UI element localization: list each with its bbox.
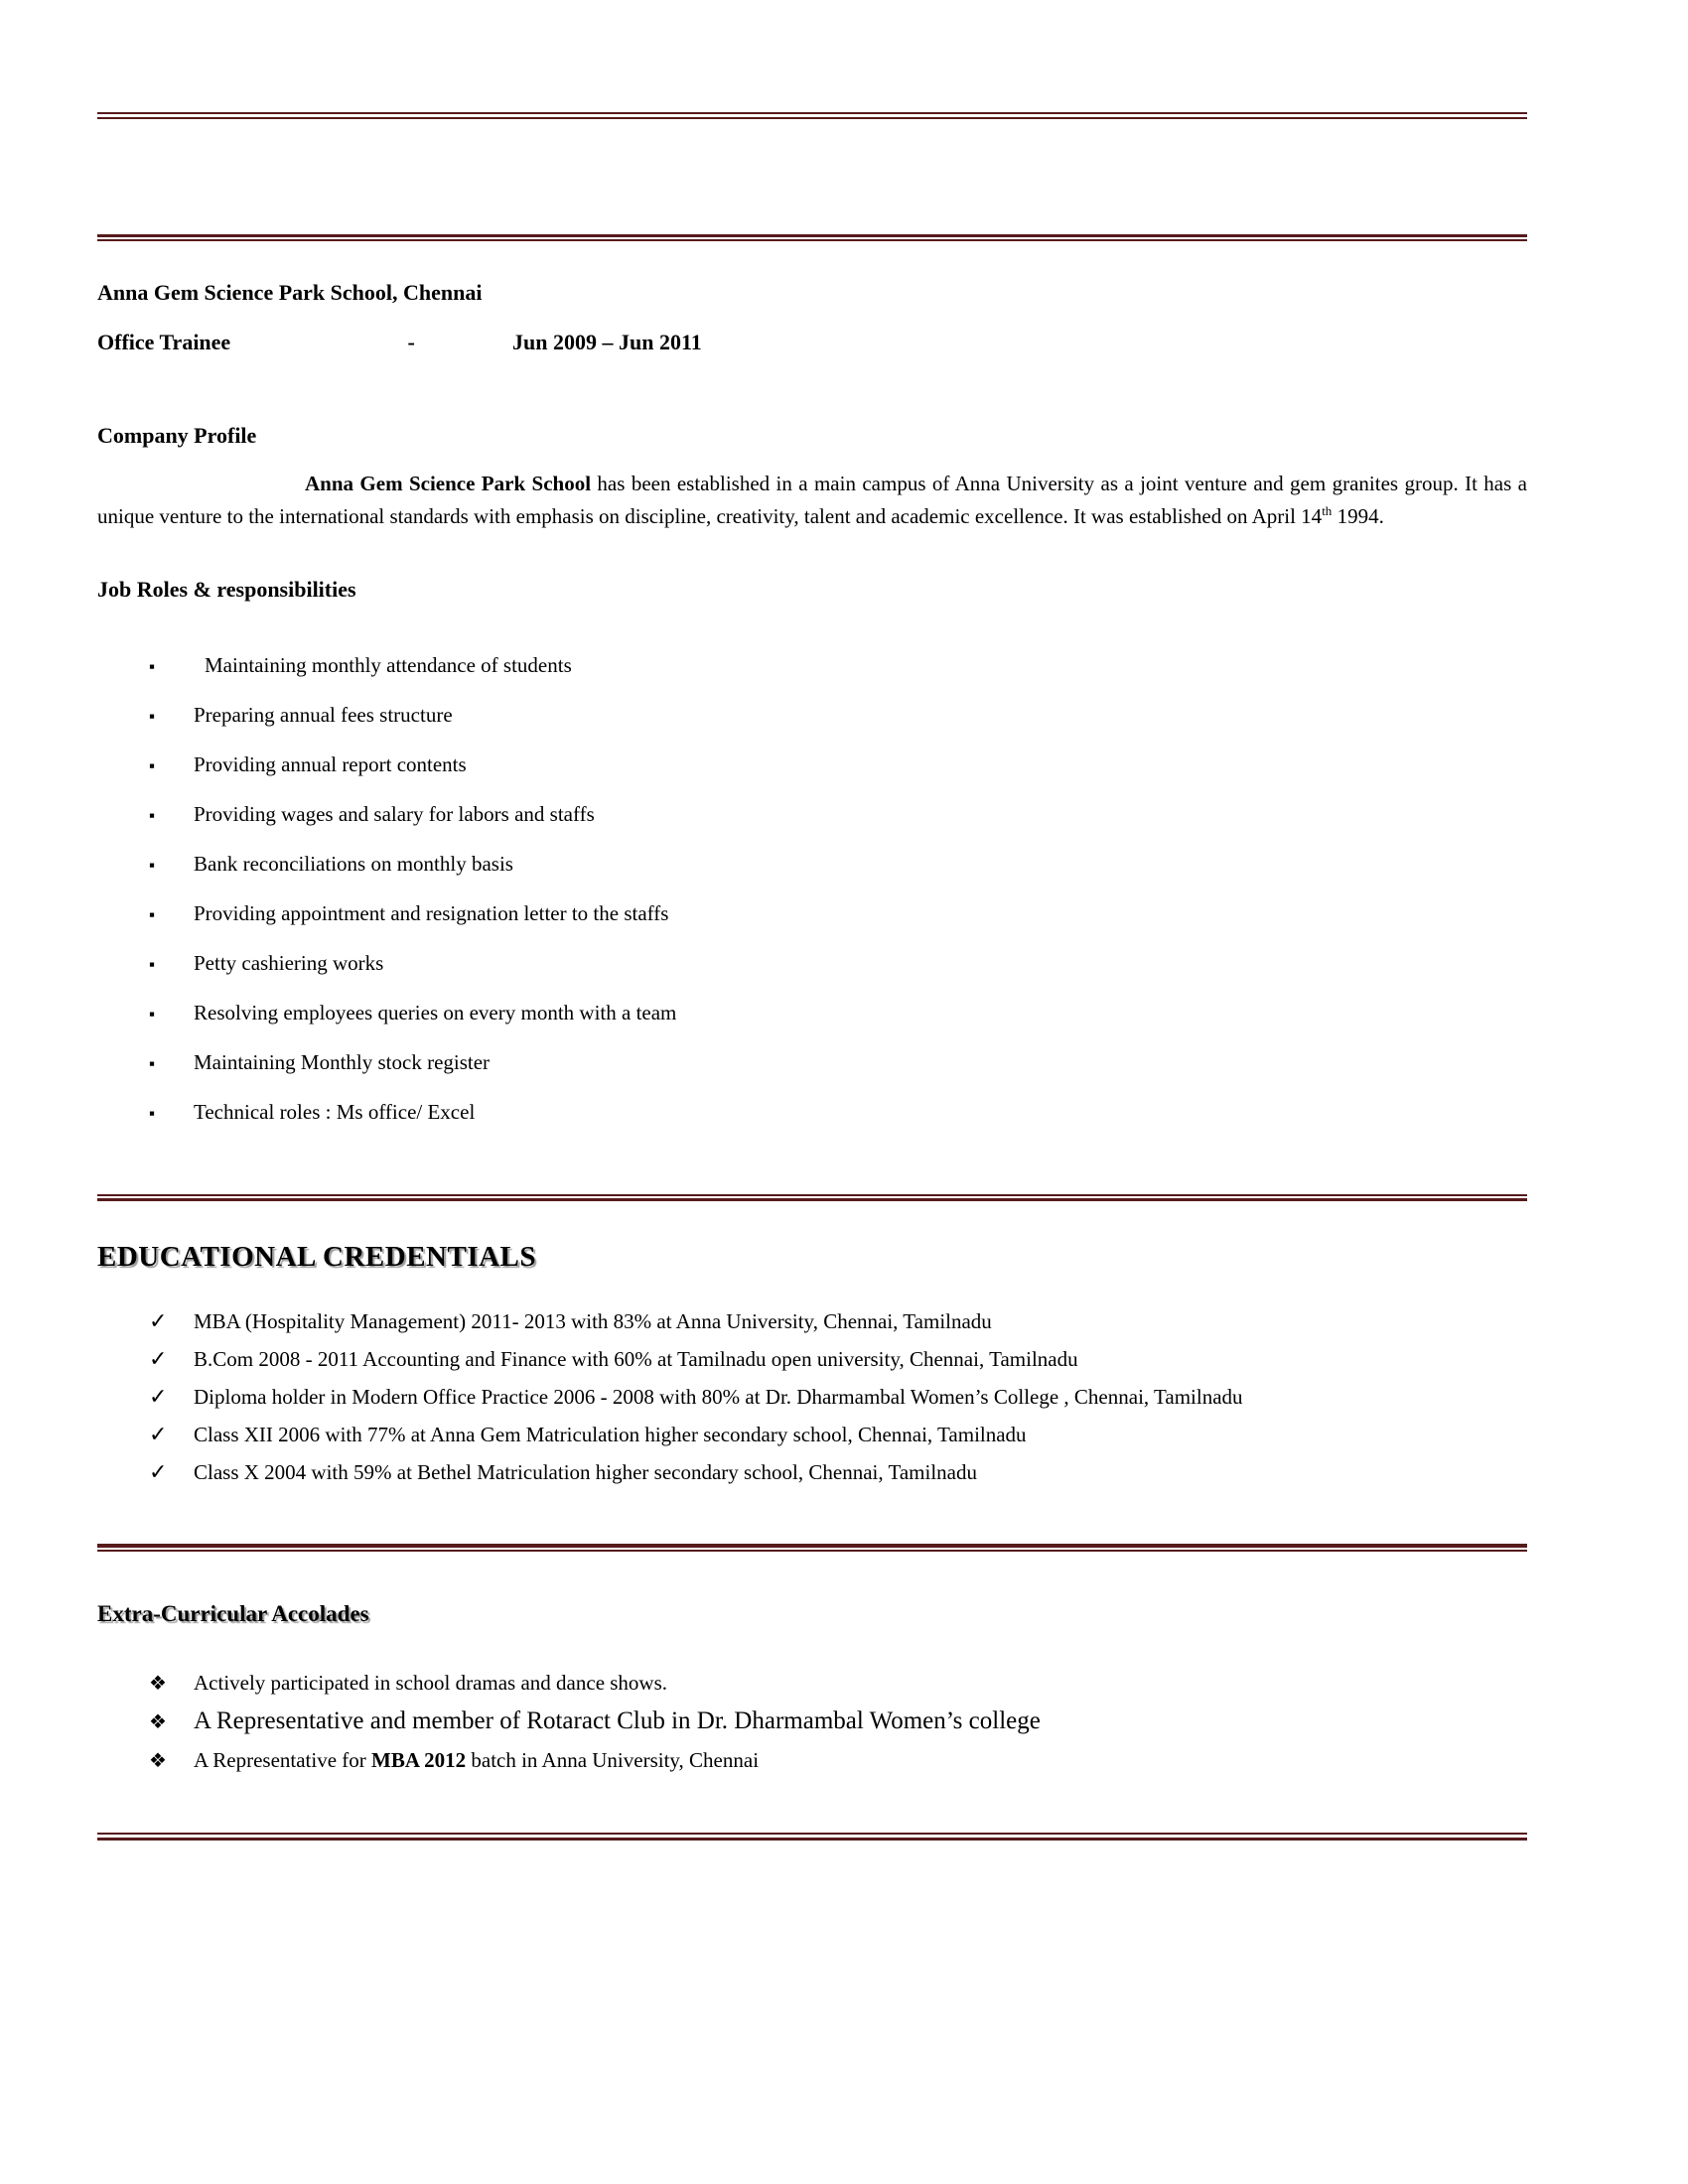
list-item [149,900,1527,928]
diamond-bullet-icon: ❖ [149,1750,167,1772]
square-bullet-icon: ▪ [149,806,156,825]
company-profile-heading: Company Profile [97,423,257,448]
list-item [149,1669,1527,1698]
list-item [149,801,1527,829]
diamond-bullet-icon: ❖ [149,1711,167,1733]
job-role-text: Petty cashiering works [194,951,384,975]
list-item [149,1345,1527,1373]
profile-body-end: 1994. [1332,504,1384,528]
list-item [149,851,1527,879]
job-role-text: Maintaining Monthly stock register [194,1050,491,1074]
education-section-heading: EDUCATIONAL CREDENTIALS [97,1241,537,1273]
job-role-text: Providing wages and salary for labors and staffs [194,802,595,826]
divider-extracurricular [97,1544,1527,1552]
square-bullet-icon: ▪ [149,905,156,924]
job-role-text: Preparing annual fees structure [194,703,453,727]
checkmark-icon: ✓ [149,1308,168,1333]
list-item [149,652,1527,680]
list-item [149,751,1527,779]
education-entry: Class X 2004 with 59% at Bethel Matriculation higher secondary school, Chennai, Tamilnadu [194,1460,977,1484]
list-item [149,1049,1527,1077]
accolade-text-bold: MBA 2012 [371,1748,467,1772]
job-role-text: Technical roles : Ms office/ Excel [194,1100,476,1124]
company-profile-paragraph [97,468,1527,533]
job-title-separator: - [407,330,415,354]
list-item [149,1706,1527,1738]
list-item [149,1099,1527,1127]
job-title: Office Trainee [97,330,231,354]
checkmark-icon: ✓ [149,1346,168,1371]
accolade-text [194,1746,759,1774]
job-roles-heading: Job Roles & responsibilities [97,577,356,602]
list-item [149,702,1527,730]
list-item [149,1307,1527,1335]
checkmark-icon: ✓ [149,1384,168,1409]
square-bullet-icon: ▪ [149,1104,156,1123]
job-role-text: Bank reconciliations on monthly basis [194,852,513,876]
divider-top-thin [97,112,1527,119]
extracurricular-list [97,1669,1527,1775]
square-bullet-icon: ▪ [149,1005,156,1024]
job-role-text: Providing appointment and resignation letter to the staffs [194,901,669,925]
divider-header-thick [97,234,1527,241]
employment-dates: Jun 2009 – Jun 2011 [512,330,702,354]
square-bullet-icon: ▪ [149,707,156,726]
extracurricular-heading: Extra-Curricular Accolades [97,1601,369,1626]
job-role-text: Maintaining monthly attendance of students [205,653,572,677]
company-name-bold: Anna Gem Science Park School [305,472,592,495]
list-item [149,1746,1527,1775]
square-bullet-icon: ▪ [149,756,156,775]
job-title-line [97,329,1527,356]
square-bullet-icon: ▪ [149,1054,156,1073]
checkmark-icon: ✓ [149,1422,168,1446]
list-item [149,950,1527,978]
diamond-bullet-icon: ❖ [149,1673,167,1695]
job-roles-list [97,652,1527,1127]
accolade-text-post: batch in Anna University, Chennai [466,1748,760,1772]
accolade-text-pre: A Representative for [194,1748,372,1772]
divider-bottom [97,1833,1527,1841]
education-entry: MBA (Hospitality Management) 2011- 2013 with 83% at Anna University, Chennai, Tamilnadu [194,1309,992,1333]
education-entry: Diploma holder in Modern Office Practice 2006 - 2008 with 80% at Dr. Dharmambal Women’s College , Chennai, Tamilnadu [194,1385,1243,1409]
checkmark-icon: ✓ [149,1459,168,1484]
list-item [149,1458,1527,1486]
education-entry: B.Com 2008 - 2011 Accounting and Finance with 60% at Tamilnadu open university, Chennai, Tamilnadu [194,1347,1078,1371]
divider-education [97,1194,1527,1201]
accolade-text: Actively participated in school dramas and dance shows. [194,1671,668,1695]
accolade-text: A Representative and member of Rotaract Club in Dr. Dharmambal Women’s college [194,1707,1041,1734]
education-list [97,1307,1527,1486]
list-item [149,1383,1527,1411]
job-role-text: Providing annual report contents [194,752,467,776]
job-role-text: Resolving employees queries on every month with a team [194,1001,677,1024]
list-item [149,1000,1527,1027]
list-item [149,1421,1527,1448]
employer-name-heading: Anna Gem Science Park School, Chennai [97,280,483,305]
profile-body-text: has been established in a main campus of Anna University as a joint venture and gem granites group. It has a unique venture to the international standards with emphasis on discipline, creativity, talent and academic excellence. It was established on April 14 [97,472,1527,528]
square-bullet-icon: ▪ [149,955,156,974]
square-bullet-icon: ▪ [149,856,156,875]
ordinal-superscript: th [1322,503,1333,518]
education-entry: Class XII 2006 with 77% at Anna Gem Matriculation higher secondary school, Chennai, Tamilnadu [194,1423,1027,1446]
square-bullet-icon: ▪ [149,657,156,676]
